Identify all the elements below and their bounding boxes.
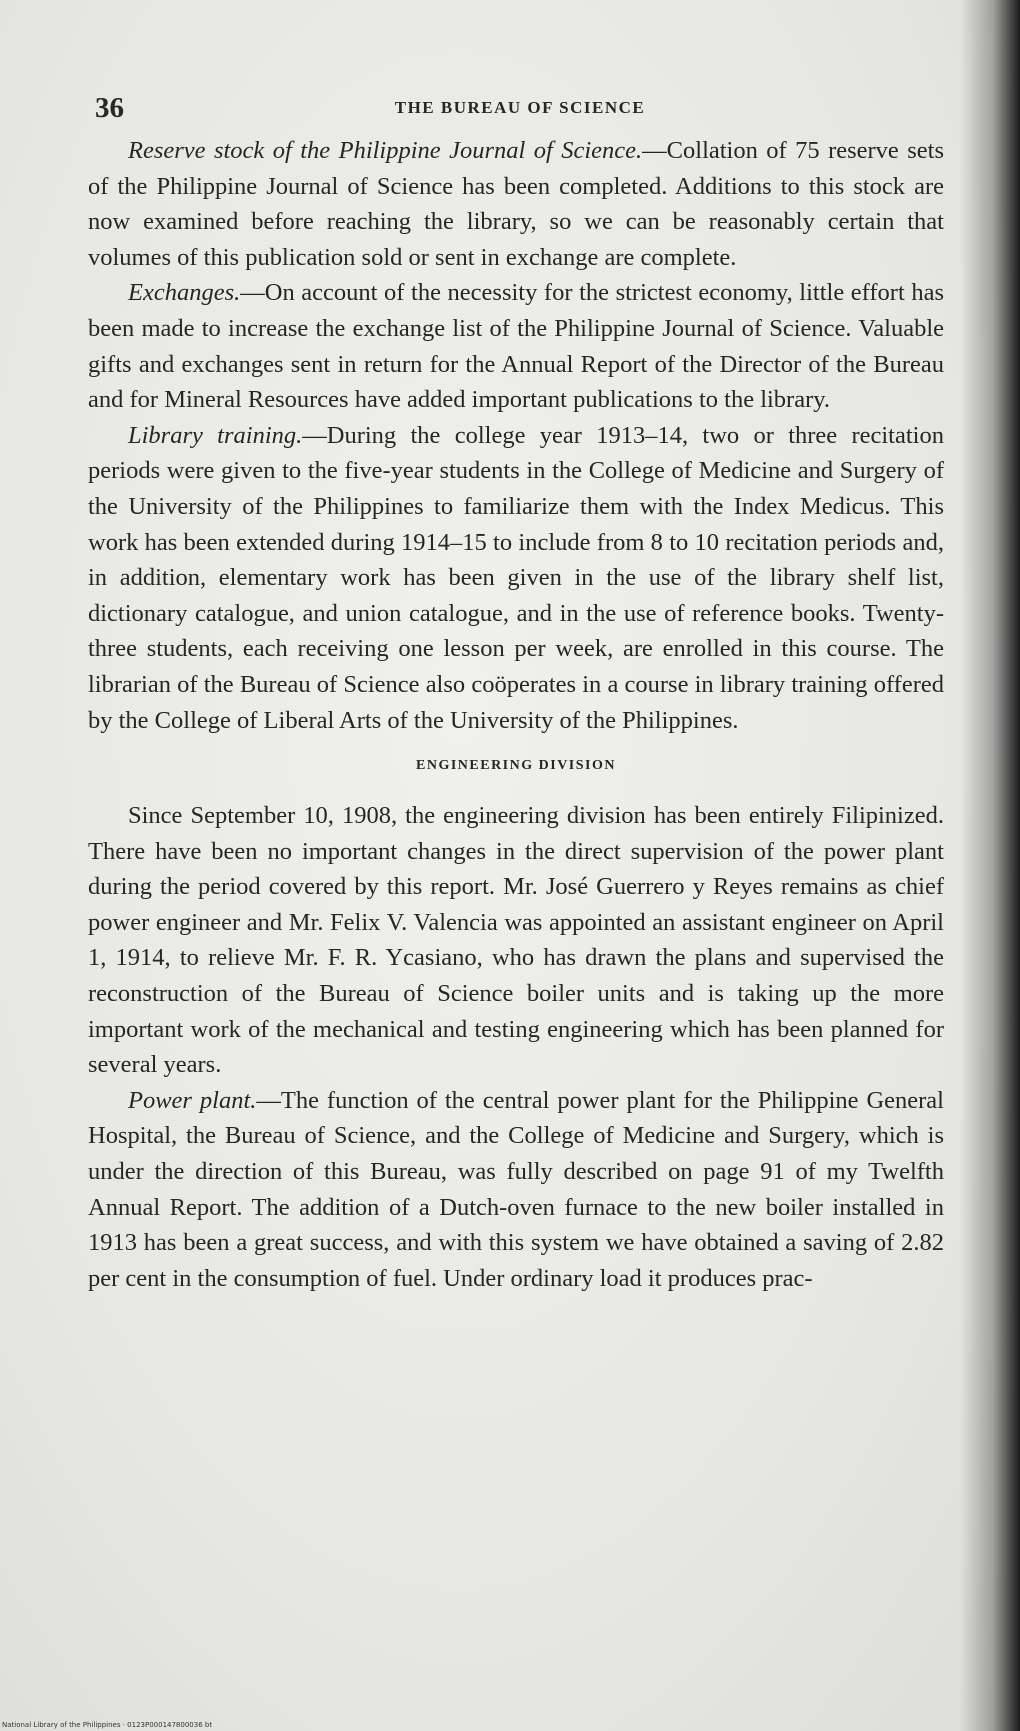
runin-heading: Power plant. <box>128 1086 257 1114</box>
page-header <box>95 92 945 132</box>
section-heading: ENGINEERING DIVISION <box>416 758 616 774</box>
runin-heading: Library training. <box>128 421 303 449</box>
paragraph-text: —During the college year 1913–14, two or three recitation periods were given to the five-year students in the College of Medicine and Surgery of the University of the Philippines to familiarize them with the Index Medicus. This work has been extended during 1914–15 to include from 8 to 10 recitation periods and, in addition, elementary work has been given in the use of the library shelf list, dictionary catalogue, and union catalogue, and in the use of reference books. Twenty-three students, each receiving one lesson per week, are enrolled in this course. The librarian of the Bureau of Science also coöperates in a course in library training offered by the College of Liberal Arts of the University of the Philippines. <box>88 421 944 734</box>
runin-heading: Reserve stock of the Philippine Journal of Science. <box>128 137 643 164</box>
paragraph-text: —On account of the necessity for the strictest economy, little effort has been made to increase the exchange list of the Philippine Journal of Science. Valuable gifts and exchanges sent in return for the Annual Report of the Director of the Bureau and for Mineral Resources have added important publications to the library. <box>88 279 944 414</box>
runin-heading: Exchanges. <box>128 279 241 307</box>
paragraph-engineering <box>88 798 944 1083</box>
scan-credit: National Library of the Philippines · 0123P000147800036 bt <box>2 1721 213 1729</box>
paragraph-library-training <box>88 418 944 738</box>
paragraph-reserve-stock <box>88 133 944 275</box>
paragraph-exchanges <box>88 275 944 417</box>
paragraph-text: —The function of the central power plant for the Philippine General Hospital, the Bureau of Science, and the College of Medicine and Surgery, which is under the direction of this Bureau, was fully described on page 91 of my Twelfth Annual Report. The addition of a Dutch-oven furnace to the new boiler installed in 1913 has been a great success, and with this system we have obtained a saving of 2.82 per cent in the consumption of fuel. Under ordinary load it produces prac- <box>88 1086 944 1292</box>
paragraph-text: —Collation of 75 reserve sets of the Philippine Journal of Science has been completed. Additions to this stock are now examined before reaching the library, so we can be reasonably certain that volumes of this publication sold or sent in exchange are complete. <box>88 137 944 271</box>
page-number: 36 <box>95 92 124 124</box>
body-text <box>88 133 944 1296</box>
running-head: THE BUREAU OF SCIENCE <box>394 98 646 117</box>
paragraph-power-plant <box>88 1083 944 1297</box>
binding-shadow <box>960 0 1020 1731</box>
paragraph-text: Since September 10, 1908, the engineering division has been entirely Filipinized. There have been no important changes in the direct supervision of the power plant during the period covered by this report. Mr. José Guerrero y Reyes remains as chief power engineer and Mr. Felix V. Valencia was appointed an assistant engineer on April 1, 1914, to relieve Mr. F. R. Ycasiano, who has drawn the plans and supervised the reconstruction of the Bureau of Science boiler units and is taking up the more important work of the mechanical and testing engineering which has been planned for several years. <box>88 802 944 1079</box>
